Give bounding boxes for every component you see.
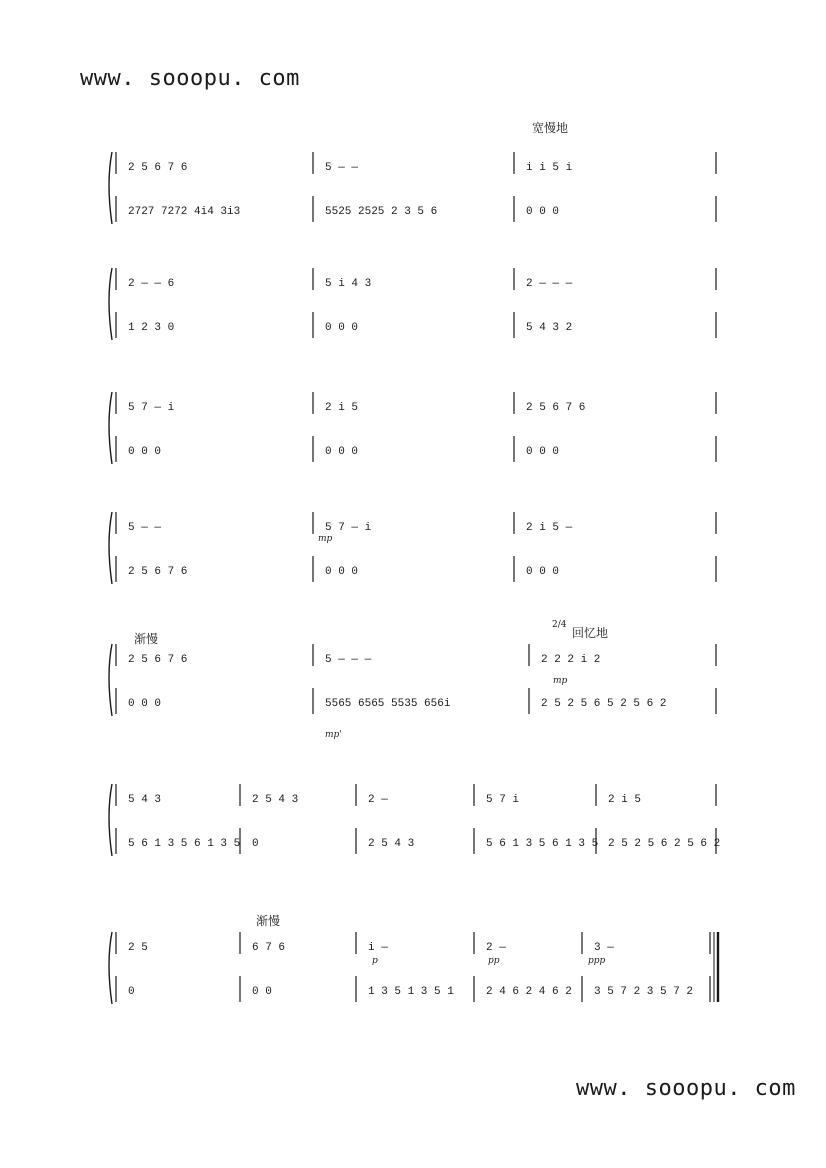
upper-voice-measure: 2 i 5 xyxy=(325,402,359,414)
watermark-bottom: www. sooopu. com xyxy=(576,1076,796,1101)
upper-voice-measure: 5 7 — i xyxy=(128,402,175,414)
upper-voice-measure: 5 7 i xyxy=(486,794,520,806)
upper-voice-measure: 2 i 5 — xyxy=(526,522,573,534)
lower-voice-measure: 2 5 4 3 xyxy=(368,838,415,850)
lower-voice-measure: 0 0 0 xyxy=(128,698,162,710)
upper-voice-measure: 5 — — — xyxy=(325,654,372,666)
upper-voice-measure: 2 — — — xyxy=(526,278,573,290)
upper-voice-measure: 5 7 — i xyxy=(325,522,372,534)
upper-voice-measure: 6 7 6 xyxy=(252,942,286,954)
lower-voice-measure: 5 4 3 2 xyxy=(526,322,573,334)
system-brace xyxy=(109,784,112,856)
lower-voice-measure: 2 5 6 7 6 xyxy=(128,566,188,578)
upper-voice-measure: 2 5 6 7 6 xyxy=(128,654,188,666)
system-brace xyxy=(109,644,112,716)
lower-voice-measure: 1 3 5 1 3 5 1 xyxy=(368,986,454,998)
lower-voice-measure: 2 5 2 5 6 5 2 5 6 2 xyxy=(541,698,667,710)
system-brace xyxy=(109,512,112,584)
upper-voice-measure: i i 5 i xyxy=(526,162,573,174)
lower-voice-measure: 3 5 7 2 3 5 7 2 xyxy=(594,986,694,998)
upper-voice-measure: 2 — xyxy=(368,794,388,806)
watermark-top: www. sooopu. com xyxy=(80,66,300,91)
dynamic-p-row7: p xyxy=(372,956,378,966)
upper-voice-measure: 5 4 3 xyxy=(128,794,162,806)
upper-voice-measure: 2 2 2 i 2 xyxy=(541,654,601,666)
upper-voice-measure: 2 5 xyxy=(128,942,148,954)
lower-voice-measure: 0 xyxy=(252,838,259,850)
lower-voice-measure: 0 0 0 xyxy=(128,446,162,458)
lower-voice-measure: 0 0 0 xyxy=(325,566,359,578)
system-brace xyxy=(109,392,112,464)
upper-voice-measure: 2 i 5 xyxy=(608,794,642,806)
lower-voice-measure: 1 2 3 0 xyxy=(128,322,175,334)
lower-voice-measure: 0 0 xyxy=(252,986,272,998)
upper-voice-measure: 2 — xyxy=(486,942,506,954)
lower-voice-measure: 0 0 0 xyxy=(526,566,560,578)
upper-voice-measure: 5 — — xyxy=(325,162,359,174)
tempo-mark-row7: 渐慢 xyxy=(256,914,281,928)
lower-voice-measure: 2727 7272 4i4 3i3 xyxy=(128,206,241,218)
expression-mark-row5: 回忆地 xyxy=(572,626,609,640)
dynamic-mp-row5b: mp xyxy=(553,676,568,686)
time-signature: 2/4 xyxy=(552,620,567,630)
upper-voice-measure: 2 5 4 3 xyxy=(252,794,299,806)
expression-mark-row1: 宽慢地 xyxy=(532,121,569,135)
system-brace xyxy=(109,932,112,1004)
lower-voice-measure: 5525 2525 2 3 5 6 xyxy=(325,206,438,218)
dynamic-mp-row4: mp xyxy=(318,534,333,544)
upper-voice-measure: 2 5 6 7 6 xyxy=(128,162,188,174)
dynamic-mp-row5a: mp' xyxy=(325,730,342,740)
upper-voice-measure: 5 — — xyxy=(128,522,162,534)
upper-voice-measure: 2 — — 6 xyxy=(128,278,175,290)
upper-voice-measure: 2 5 6 7 6 xyxy=(526,402,586,414)
lower-voice-measure: 0 0 0 xyxy=(325,322,359,334)
dynamic-ppp-row7: ppp xyxy=(588,956,606,966)
lower-voice-measure: 0 0 0 xyxy=(526,446,560,458)
system-brace xyxy=(109,152,112,224)
lower-voice-measure: 5 6 1 3 5 6 1 3 5 xyxy=(128,838,241,850)
lower-voice-measure: 5 6 1 3 5 6 1 3 5 xyxy=(486,838,599,850)
tempo-mark-row5: 渐慢 xyxy=(134,632,159,646)
lower-voice-measure: 5565 6565 5535 656i xyxy=(325,698,451,710)
lower-voice-measure: 0 0 0 xyxy=(325,446,359,458)
lower-voice-measure: 2 5 2 5 6 2 5 6 2 xyxy=(608,838,721,850)
upper-voice-measure: 3 — xyxy=(594,942,614,954)
dynamic-pp-row7: pp xyxy=(488,956,500,966)
upper-voice-measure: i — xyxy=(368,942,388,954)
lower-voice-measure: 0 0 0 xyxy=(526,206,560,218)
lower-voice-measure: 2 4 6 2 4 6 2 xyxy=(486,986,572,998)
upper-voice-measure: 5 i 4 3 xyxy=(325,278,372,290)
lower-voice-measure: 0 xyxy=(128,986,135,998)
system-brace xyxy=(109,268,112,340)
